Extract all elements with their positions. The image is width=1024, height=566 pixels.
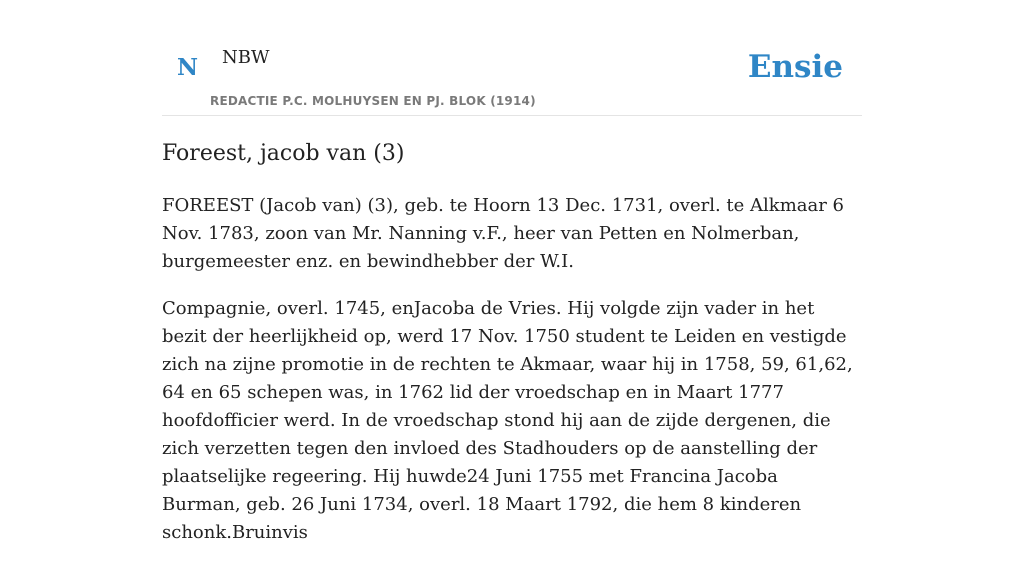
- source-subtitle: REDACTIE P.C. MOLHUYSEN EN PJ. BLOK (1914): [210, 94, 536, 108]
- source-name[interactable]: NBW: [222, 47, 270, 68]
- brand-logo-link[interactable]: Ensie: [747, 49, 843, 85]
- article-body: [162, 192, 862, 566]
- article-paragraph: Compagnie, overl. 1745, enJacoba de Vries. Hij volgde zijn vader in het bezit der heerlijkheid op, werd 17 Nov. 1750 student te Leiden en vestigde zich na zijne promotie in de rechten te Akmaar, waar hij in 1758, 59, 61,62, 64 en 65 schepen was, in 1762 lid der vroedschap en in Maart 1777 hoofdofficier werd. In de vroedschap stond hij aan de zijde dergenen, die zich verzetten tegen den invloed des Stadhouders op de aanstelling der plaatselijke regeering. Hij huwde24 Juni 1755 met Francina Jacoba Burman, geb. 26 Juni 1734, overl. 18 Maart 1792, die hem 8 kinderen schonk.Bruinvis: [162, 298, 853, 543]
- header: [162, 0, 862, 116]
- article-title: Foreest, jacob van (3): [162, 141, 405, 166]
- article-paragraph: FOREEST (Jacob van) (3), geb. te Hoorn 13 Dec. 1731, overl. te Alkmaar 6 Nov. 1783, zoon van Mr. Nanning v.F., heer van Petten en Nolmerban, burgemeester enz. en bewindhebber der W.I.: [162, 195, 845, 272]
- source-logo[interactable]: N: [177, 54, 199, 81]
